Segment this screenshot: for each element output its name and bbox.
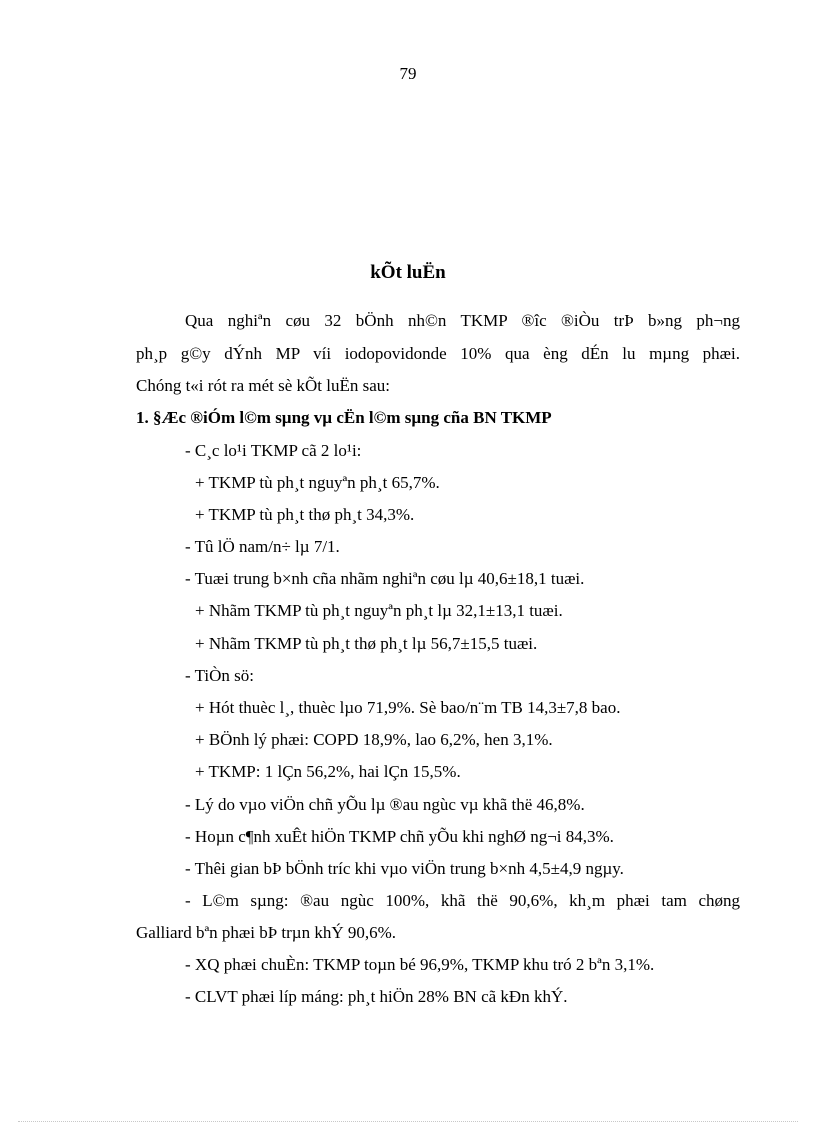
list-item: - Tû lÖ nam/n÷ lµ 7/1. (185, 537, 340, 556)
intro-paragraph-line: Chóng t«i rót ra mét sè kÕt luËn sau: (136, 376, 391, 395)
intro-paragraph-line: ph¸p g©y dÝnh MP víi iodopovidonde 10% qua èng dÉn lu mµng phæi. (136, 344, 740, 363)
list-subitem: + TKMP tù ph¸t nguyªn ph¸t 65,7%. (195, 473, 440, 492)
list-item: - L©m sµng: ®au ngùc 100%, khã thë 90,6%, kh¸m phæi tam chøng (185, 891, 740, 910)
list-item: - C¸c lo¹i TKMP cã 2 lo¹i: (185, 441, 362, 460)
list-item: - Thêi gian bÞ bÖnh tríc khi vµo viÖn trung b×nh 4,5±4,9 ngµy. (185, 859, 624, 878)
page-number: 79 (399, 64, 417, 83)
list-subitem: + TKMP tù ph¸t thø ph¸t 34,3%. (195, 505, 415, 524)
list-item-continuation: Galliard bªn phæi bÞ trµn khÝ 90,6%. (136, 923, 397, 942)
list-subitem: + Hót thuèc l¸, thuèc lµo 71,9%. Sè bao/n¨m TB 14,3±7,8 bao. (195, 698, 621, 717)
list-subitem: + BÖnh lý phæi: COPD 18,9%, lao 6,2%, hen 3,1%. (195, 730, 553, 749)
chapter-title: kÕt luËn (370, 262, 446, 283)
list-item: - CLVT phæi líp máng: ph¸t hiÖn 28% BN cã kÐn khÝ. (185, 987, 568, 1006)
list-item: - Tuæi trung b×nh cña nhãm nghiªn cøu lµ 40,6±18,1 tuæi. (185, 569, 585, 588)
list-item: - Lý do vµo viÖn chñ yÕu lµ ®au ngùc vµ khã thë 46,8%. (185, 795, 585, 814)
page-bottom-rule (18, 1121, 798, 1122)
list-subitem: + TKMP: 1 lÇn 56,2%, hai lÇn 15,5%. (195, 762, 461, 781)
list-item: - XQ phæi chuÈn: TKMP toµn bé 96,9%, TKMP khu tró 2 bªn 3,1%. (185, 955, 655, 974)
list-item: - TiÒn sö: (185, 666, 254, 685)
list-subitem: + Nhãm TKMP tù ph¸t thø ph¸t lµ 56,7±15,5 tuæi. (195, 634, 538, 653)
intro-paragraph-line: Qua nghiªn cøu 32 bÖnh nh©n TKMP ®îc ®iÒu trÞ b»ng ph¬ng (185, 311, 740, 330)
list-item: - Hoµn c¶nh xuÊt hiÖn TKMP chñ yÕu khi nghØ ng¬i 84,3%. (185, 827, 614, 846)
section-heading: 1. §Æc ®iÓm l©m sµng vµ cËn l©m sµng cña BN TKMP (136, 408, 552, 427)
list-subitem: + Nhãm TKMP tù ph¸t nguyªn ph¸t lµ 32,1±13,1 tuæi. (195, 601, 563, 620)
